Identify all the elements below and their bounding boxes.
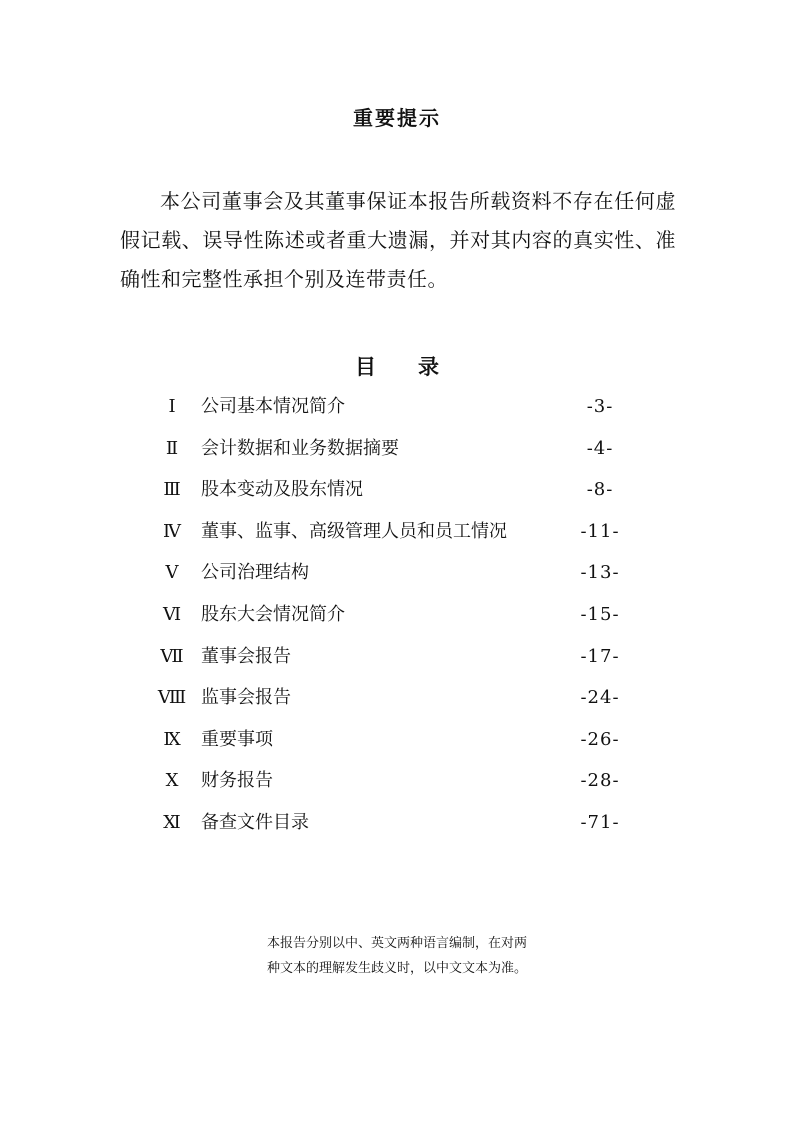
toc-item-label: 股东大会情况简介 (201, 603, 345, 625)
toc-item-page: -17- (580, 645, 620, 667)
toc-item-shareholders-meeting[interactable] (0, 594, 794, 636)
toc-item-company-profile[interactable] (0, 386, 794, 428)
toc-item-page: -13- (580, 562, 620, 584)
toc-item-number: Ⅵ (162, 603, 182, 625)
toc-item-number: Ⅱ (165, 437, 179, 459)
toc-item-significant-events[interactable] (0, 719, 794, 761)
toc-item-supervisory-report[interactable] (0, 677, 794, 719)
toc-item-number: Ⅺ (163, 811, 181, 833)
toc-item-number: Ⅰ (168, 396, 176, 417)
toc-item-number: Ⅶ (160, 645, 184, 667)
table-of-contents (0, 386, 794, 844)
toc-item-share-capital[interactable] (0, 469, 794, 511)
toc-item-number: Ⅹ (165, 770, 179, 792)
footnote-line-2: 种文本的理解发生歧义时，以中文文本为准。 (266, 961, 527, 976)
toc-item-directors-staff[interactable] (0, 511, 794, 553)
toc-item-financial-report[interactable] (0, 760, 794, 802)
footnote-line-1: 本报告分别以中、英文两种语言编制，在对两 (266, 936, 527, 951)
toc-item-number: Ⅸ (163, 728, 181, 750)
toc-title-left: 目 (355, 354, 376, 379)
toc-item-page: -26- (580, 728, 620, 750)
toc-item-page: -8- (586, 479, 614, 501)
toc-item-page: -4- (586, 437, 614, 459)
toc-item-number: Ⅲ (163, 479, 181, 501)
toc-item-board-report[interactable] (0, 636, 794, 678)
toc-item-label: 重要事项 (201, 728, 273, 750)
toc-item-page: -11- (580, 520, 620, 542)
toc-item-financial-summary[interactable] (0, 428, 794, 470)
toc-item-documents[interactable] (0, 802, 794, 844)
toc-item-label: 监事会报告 (201, 687, 291, 709)
toc-item-number: Ⅳ (163, 520, 181, 542)
toc-item-page: -71- (580, 811, 620, 833)
toc-item-governance[interactable] (0, 552, 794, 594)
toc-item-page: -3- (586, 396, 614, 417)
toc-item-page: -28- (580, 770, 620, 792)
toc-item-label: 董事、监事、高级管理人员和员工情况 (201, 520, 507, 542)
page-title: 重要提示 (353, 106, 441, 130)
toc-item-label: 备查文件目录 (201, 811, 309, 833)
toc-item-page: -15- (580, 603, 620, 625)
toc-item-label: 财务报告 (201, 770, 273, 792)
board-assurance-notice: 本公司董事会及其董事保证本报告所载资料不存在任何虚假记载、误导性陈述或者重大遗漏，并对其内容的真实性、准确性和完整性承担个别及连带责任。 (120, 189, 676, 291)
toc-item-number: Ⅴ (165, 562, 179, 584)
toc-item-page: -24- (580, 687, 620, 709)
toc-title (0, 351, 794, 381)
toc-item-number: Ⅷ (157, 687, 187, 709)
toc-item-label: 股本变动及股东情况 (201, 479, 363, 501)
language-footnote (0, 931, 794, 981)
toc-item-label: 公司基本情况简介 (201, 396, 345, 417)
toc-item-label: 公司治理结构 (201, 562, 309, 584)
toc-item-label: 会计数据和业务数据摘要 (201, 437, 399, 459)
toc-title-right: 录 (418, 354, 439, 379)
toc-item-label: 董事会报告 (201, 645, 291, 667)
